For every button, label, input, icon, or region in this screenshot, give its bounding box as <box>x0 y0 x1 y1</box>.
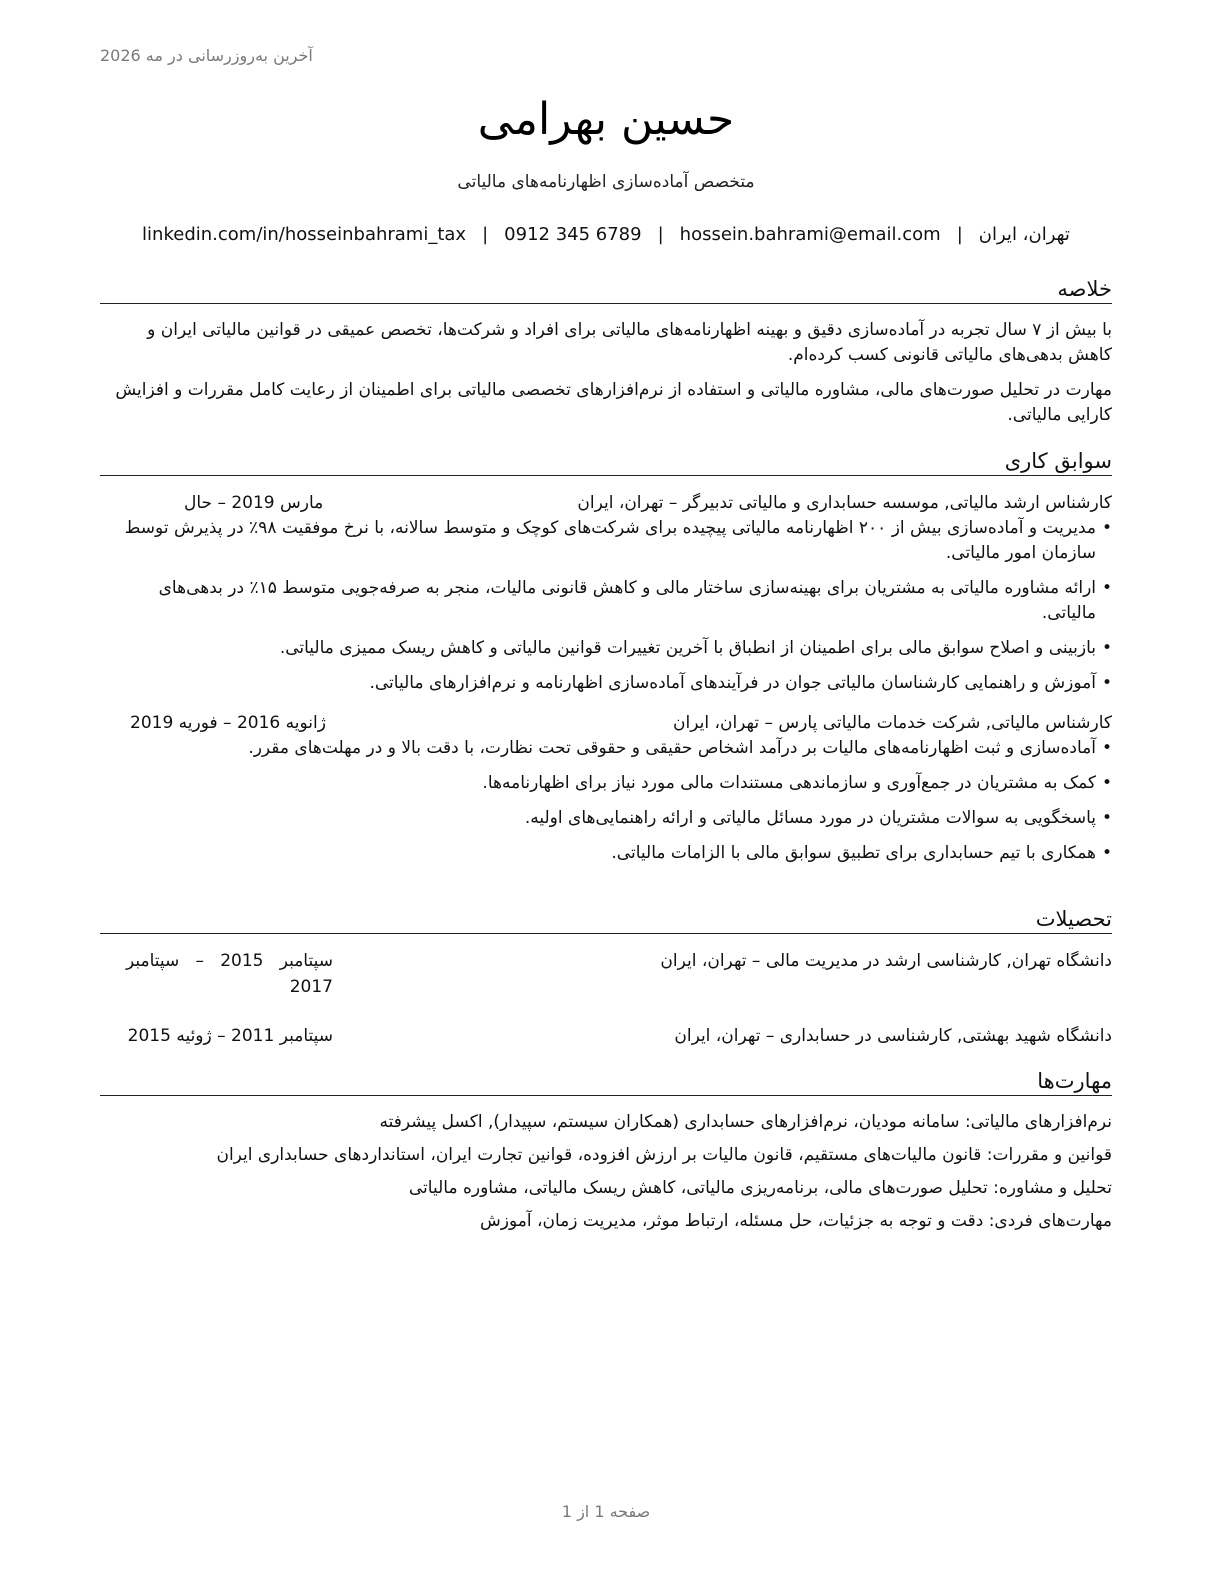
education-dates-continued: 2017 <box>289 977 333 997</box>
job-header <box>100 710 1112 736</box>
education-dates: سپتامبر 2015 – سپتامبر <box>125 951 333 971</box>
education-entry <box>100 1023 1112 1053</box>
job-bullets <box>100 516 1112 696</box>
job-role: کارشناس ارشد مالیاتی, موسسه حسابداری و مالیاتی تدبیرگر – تهران، ایران <box>577 493 1112 513</box>
education-degree: دانشگاه شهید بهشتی, کارشناسی در حسابداری – تهران، ایران <box>674 1026 1112 1046</box>
candidate-name: حسین بهرامی <box>477 94 735 145</box>
experience-heading: سوابق کاری <box>100 448 1112 476</box>
list-item: • ارائه مشاوره مالیاتی به مشتریان برای بهینه‌سازی ساختار مالی و کاهش قانونی مالیات، منجر به صرفه‌جویی متوسط ۱۵٪ در بدهی‌های مالیاتی. <box>158 578 1112 623</box>
job-role: کارشناس مالیاتی, شرکت خدمات مالیاتی پارس – تهران، ایران <box>673 713 1112 733</box>
job-bullets <box>100 736 1112 866</box>
contact-line <box>100 224 1112 245</box>
list-item: • همکاری با تیم حسابداری برای تطبیق سوابق مالی با الزامات مالیاتی. <box>100 841 1112 866</box>
skill-line: نرم‌افزارهای مالیاتی: سامانه مودیان، نرم‌افزارهای حسابداری (همکاران سیستم، سپیدار), اکسل پیشرفته <box>379 1112 1112 1132</box>
skill-line: مهارت‌های فردی: دقت و توجه به جزئیات، حل مسئله، ارتباط موثر، مدیریت زمان، آموزش <box>480 1211 1112 1231</box>
job-entry <box>100 710 1112 866</box>
education-section <box>100 906 1112 1053</box>
summary-section <box>100 276 1112 428</box>
education-degree: دانشگاه تهران, کارشناسی ارشد در مدیریت مالی – تهران، ایران <box>660 951 1112 971</box>
list-item: • کمک به مشتریان در جمع‌آوری و سازماندهی مستندات مالی مورد نیاز برای اظهارنامه‌ها. <box>100 771 1112 796</box>
experience-section <box>100 448 1112 876</box>
list-item: • پاسخگویی به سوالات مشتریان در مورد مسائل مالیاتی و ارائه راهنمایی‌های اولیه. <box>100 806 1112 831</box>
page-number: صفحه 1 از 1 <box>561 1502 651 1521</box>
summary-heading: خلاصه <box>100 276 1112 304</box>
bullet-icon: • <box>1101 738 1112 758</box>
bullet-icon: • <box>1101 518 1112 538</box>
skills-heading: مهارت‌ها <box>100 1068 1112 1096</box>
contact-phone[interactable]: 0912 345 6789 <box>504 224 642 245</box>
education-entry <box>100 948 1112 1018</box>
job-dates: مارس 2019 – حال <box>184 493 324 513</box>
job-entry <box>100 490 1112 696</box>
skill-line: قوانین و مقررات: قانون مالیات‌های مستقیم، قانون مالیات بر ارزش افزوده، قوانین تجارت ایران، استانداردهای حسابداری ایران <box>216 1145 1112 1165</box>
summary-paragraph: با بیش از ۷ سال تجربه در آماده‌سازی دقیق و بهینه اظهارنامه‌های مالیاتی برای افراد و شرکت‌ها، تخصص عمیقی در قوانین مالیاتی ایران و کاهش بدهی‌های مالیاتی قانونی کسب کرده‌ام. <box>147 320 1112 365</box>
resume-page <box>100 0 1112 1584</box>
skills-list <box>100 1110 1112 1234</box>
education-heading: تحصیلات <box>100 906 1112 934</box>
contact-location: تهران، ایران <box>978 224 1070 245</box>
skill-line: تحلیل و مشاوره: تحلیل صورت‌های مالی، برنامه‌ریزی مالیاتی، کاهش ریسک مالیاتی، مشاوره مالیاتی <box>408 1178 1112 1198</box>
contact-separator: | <box>956 224 963 245</box>
contact-separator: | <box>482 224 489 245</box>
list-item: • آموزش و راهنمایی کارشناسان مالیاتی جوان در فرآیندهای آماده‌سازی اظهارنامه و نرم‌افزارهای مالیاتی. <box>100 671 1112 696</box>
list-item: • بازبینی و اصلاح سوابق مالی برای اطمینان از انطباق با آخرین تغییرات قوانین مالیاتی و کاهش ریسک ممیزی مالیاتی. <box>100 636 1112 661</box>
bullet-icon: • <box>1101 638 1112 658</box>
list-item: • مدیریت و آماده‌سازی بیش از ۲۰۰ اظهارنامه مالیاتی پیچیده برای شرکت‌های کوچک و متوسط سالانه، با نرخ موفقیت ۹۸٪ در پذیرش توسط سازمان امور مالیاتی. <box>124 518 1112 563</box>
bullet-icon: • <box>1101 808 1112 828</box>
list-item: • آماده‌سازی و ثبت اظهارنامه‌های مالیات بر درآمد اشخاص حقیقی و حقوقی تحت نظارت، با دقت بالا و در مهلت‌های مقرر. <box>100 736 1112 761</box>
bullet-icon: • <box>1101 673 1112 693</box>
last-updated-note: آخرین به‌روزرسانی در مه 2026 <box>100 46 313 65</box>
contact-separator: | <box>657 224 664 245</box>
bullet-icon: • <box>1101 843 1112 863</box>
education-dates: سپتامبر 2011 – ژوئیه 2015 <box>127 1026 333 1046</box>
summary-paragraph: مهارت در تحلیل صورت‌های مالی، مشاوره مالیاتی و استفاده از نرم‌افزارهای تخصصی مالیاتی برای اطمینان از رعایت کامل مقررات و افزایش کارایی مالیاتی. <box>115 380 1112 425</box>
contact-email[interactable]: hossein.bahrami@email.com <box>679 224 941 245</box>
bullet-icon: • <box>1101 578 1112 598</box>
bullet-icon: • <box>1101 773 1112 793</box>
job-dates: ژانویه 2016 – فوریه 2019 <box>130 713 326 733</box>
contact-linkedin[interactable]: linkedin.com/in/hosseinbahrami_tax <box>142 224 467 245</box>
skills-section <box>100 1068 1112 1242</box>
candidate-title: متخصص آماده‌سازی اظهارنامه‌های مالیاتی <box>457 172 755 192</box>
job-header <box>100 490 1112 516</box>
